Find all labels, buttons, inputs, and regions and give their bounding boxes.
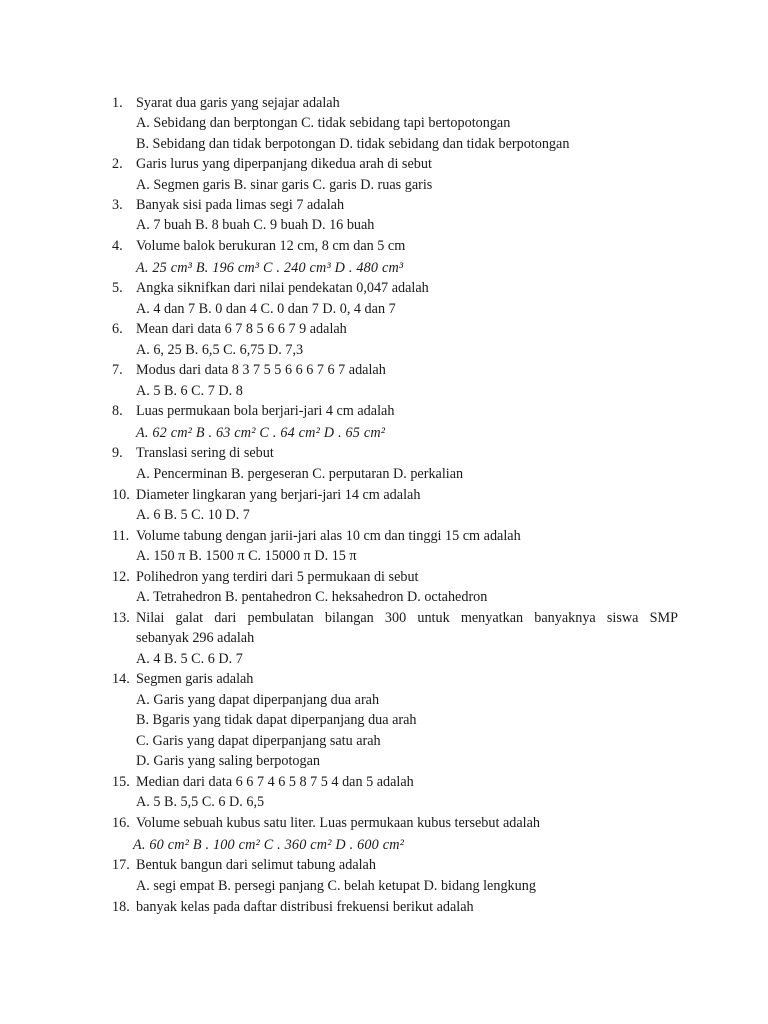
question-text-continued: sebanyak 296 adalah bbox=[136, 630, 255, 646]
answer-options: A. segi empat B. persegi panjang C. belah ketupat D. bidang lengkung bbox=[136, 878, 536, 894]
question-text: Volume tabung dengan jarii-jari alas 10 cm dan tinggi 15 cm adalah bbox=[136, 528, 521, 544]
question-number: 13. bbox=[112, 610, 130, 626]
question-number: 3. bbox=[112, 197, 123, 213]
question-number: 10. bbox=[112, 487, 130, 503]
answer-option-c: C. Garis yang dapat diperpanjang satu arah bbox=[136, 733, 381, 749]
question-number: 17. bbox=[112, 857, 130, 873]
question-number: 15. bbox=[112, 774, 130, 790]
answer-options: A. Segmen garis B. sinar garis C. garis D. ruas garis bbox=[136, 177, 433, 193]
question-text: Angka siknifkan dari nilai pendekatan 0,047 adalah bbox=[136, 280, 429, 296]
answer-options: A. 4 B. 5 C. 6 D. 7 bbox=[136, 651, 243, 667]
question-number: 16. bbox=[112, 815, 130, 831]
answer-option-b: B. Bgaris yang tidak dapat diperpanjang dua arah bbox=[136, 712, 417, 728]
answer-options: A. Sebidang dan berptongan C. tidak sebidang tapi bertopotongan bbox=[136, 115, 511, 131]
question-text: banyak kelas pada daftar distribusi frekuensi berikut adalah bbox=[136, 899, 474, 915]
answer-options: A. 7 buah B. 8 buah C. 9 buah D. 16 buah bbox=[136, 217, 375, 233]
answer-options: A. 60 cm² B . 100 cm² C . 360 cm² D . 600 cm² bbox=[133, 837, 405, 853]
question-number: 18. bbox=[112, 899, 130, 915]
answer-options: A. 25 cm³ B. 196 cm³ C . 240 cm³ D . 480 cm³ bbox=[136, 260, 404, 276]
answer-options: A. 6, 25 B. 6,5 C. 6,75 D. 7,3 bbox=[136, 342, 304, 358]
question-text: Volume sebuah kubus satu liter. Luas permukaan kubus tersebut adalah bbox=[136, 815, 540, 831]
question-number: 14. bbox=[112, 671, 130, 687]
answer-option-a: A. Garis yang dapat diperpanjang dua arah bbox=[136, 692, 380, 708]
question-number: 11. bbox=[112, 528, 130, 544]
question-text: Translasi sering di sebut bbox=[136, 445, 274, 461]
question-text: Syarat dua garis yang sejajar adalah bbox=[136, 95, 340, 111]
question-text: Banyak sisi pada limas segi 7 adalah bbox=[136, 197, 345, 213]
answer-options: B. Sebidang dan tidak berpotongan D. tidak sebidang dan tidak berpotongan bbox=[136, 136, 570, 152]
answer-options: A. Tetrahedron B. pentahedron C. heksahedron D. octahedron bbox=[136, 589, 488, 605]
question-text: Diameter lingkaran yang berjari-jari 14 cm adalah bbox=[136, 487, 421, 503]
question-text: Polihedron yang terdiri dari 5 permukaan di sebut bbox=[136, 569, 419, 585]
answer-options: A. 5 B. 5,5 C. 6 D. 6,5 bbox=[136, 794, 265, 810]
question-text: Nilai galat dari pembulatan bilangan 300 untuk menyatkan banyaknya siswa SMP bbox=[136, 610, 678, 626]
question-number: 9. bbox=[112, 445, 123, 461]
answer-options: A. 62 cm² B . 63 cm² C . 64 cm² D . 65 cm² bbox=[136, 425, 386, 441]
question-text: Modus dari data 8 3 7 5 5 6 6 6 7 6 7 adalah bbox=[136, 362, 386, 378]
answer-options: A. 6 B. 5 C. 10 D. 7 bbox=[136, 507, 250, 523]
question-text: Bentuk bangun dari selimut tabung adalah bbox=[136, 857, 376, 873]
answer-option-d: D. Garis yang saling berpotogan bbox=[136, 753, 321, 769]
question-number: 4. bbox=[112, 238, 123, 254]
answer-options: A. 5 B. 6 C. 7 D. 8 bbox=[136, 383, 243, 399]
question-text: Volume balok berukuran 12 cm, 8 cm dan 5 cm bbox=[136, 238, 406, 254]
question-text: Median dari data 6 6 7 4 6 5 8 7 5 4 dan 5 adalah bbox=[136, 774, 414, 790]
question-number: 1. bbox=[112, 95, 123, 111]
question-text: Segmen garis adalah bbox=[136, 671, 254, 687]
question-number: 2. bbox=[112, 156, 123, 172]
question-text: Garis lurus yang diperpanjang dikedua arah di sebut bbox=[136, 156, 432, 172]
question-number: 8. bbox=[112, 403, 123, 419]
question-number: 6. bbox=[112, 321, 123, 337]
question-number: 12. bbox=[112, 569, 130, 585]
answer-options: A. 4 dan 7 B. 0 dan 4 C. 0 dan 7 D. 0, 4 dan 7 bbox=[136, 301, 396, 317]
answer-options: A. 150 π B. 1500 π C. 15000 π D. 15 π bbox=[136, 548, 357, 564]
question-text: Luas permukaan bola berjari-jari 4 cm adalah bbox=[136, 403, 395, 419]
question-number: 7. bbox=[112, 362, 123, 378]
question-number: 5. bbox=[112, 280, 123, 296]
question-text: Mean dari data 6 7 8 5 6 6 7 9 adalah bbox=[136, 321, 347, 337]
answer-options: A. Pencerminan B. pergeseran C. perputaran D. perkalian bbox=[136, 466, 464, 482]
